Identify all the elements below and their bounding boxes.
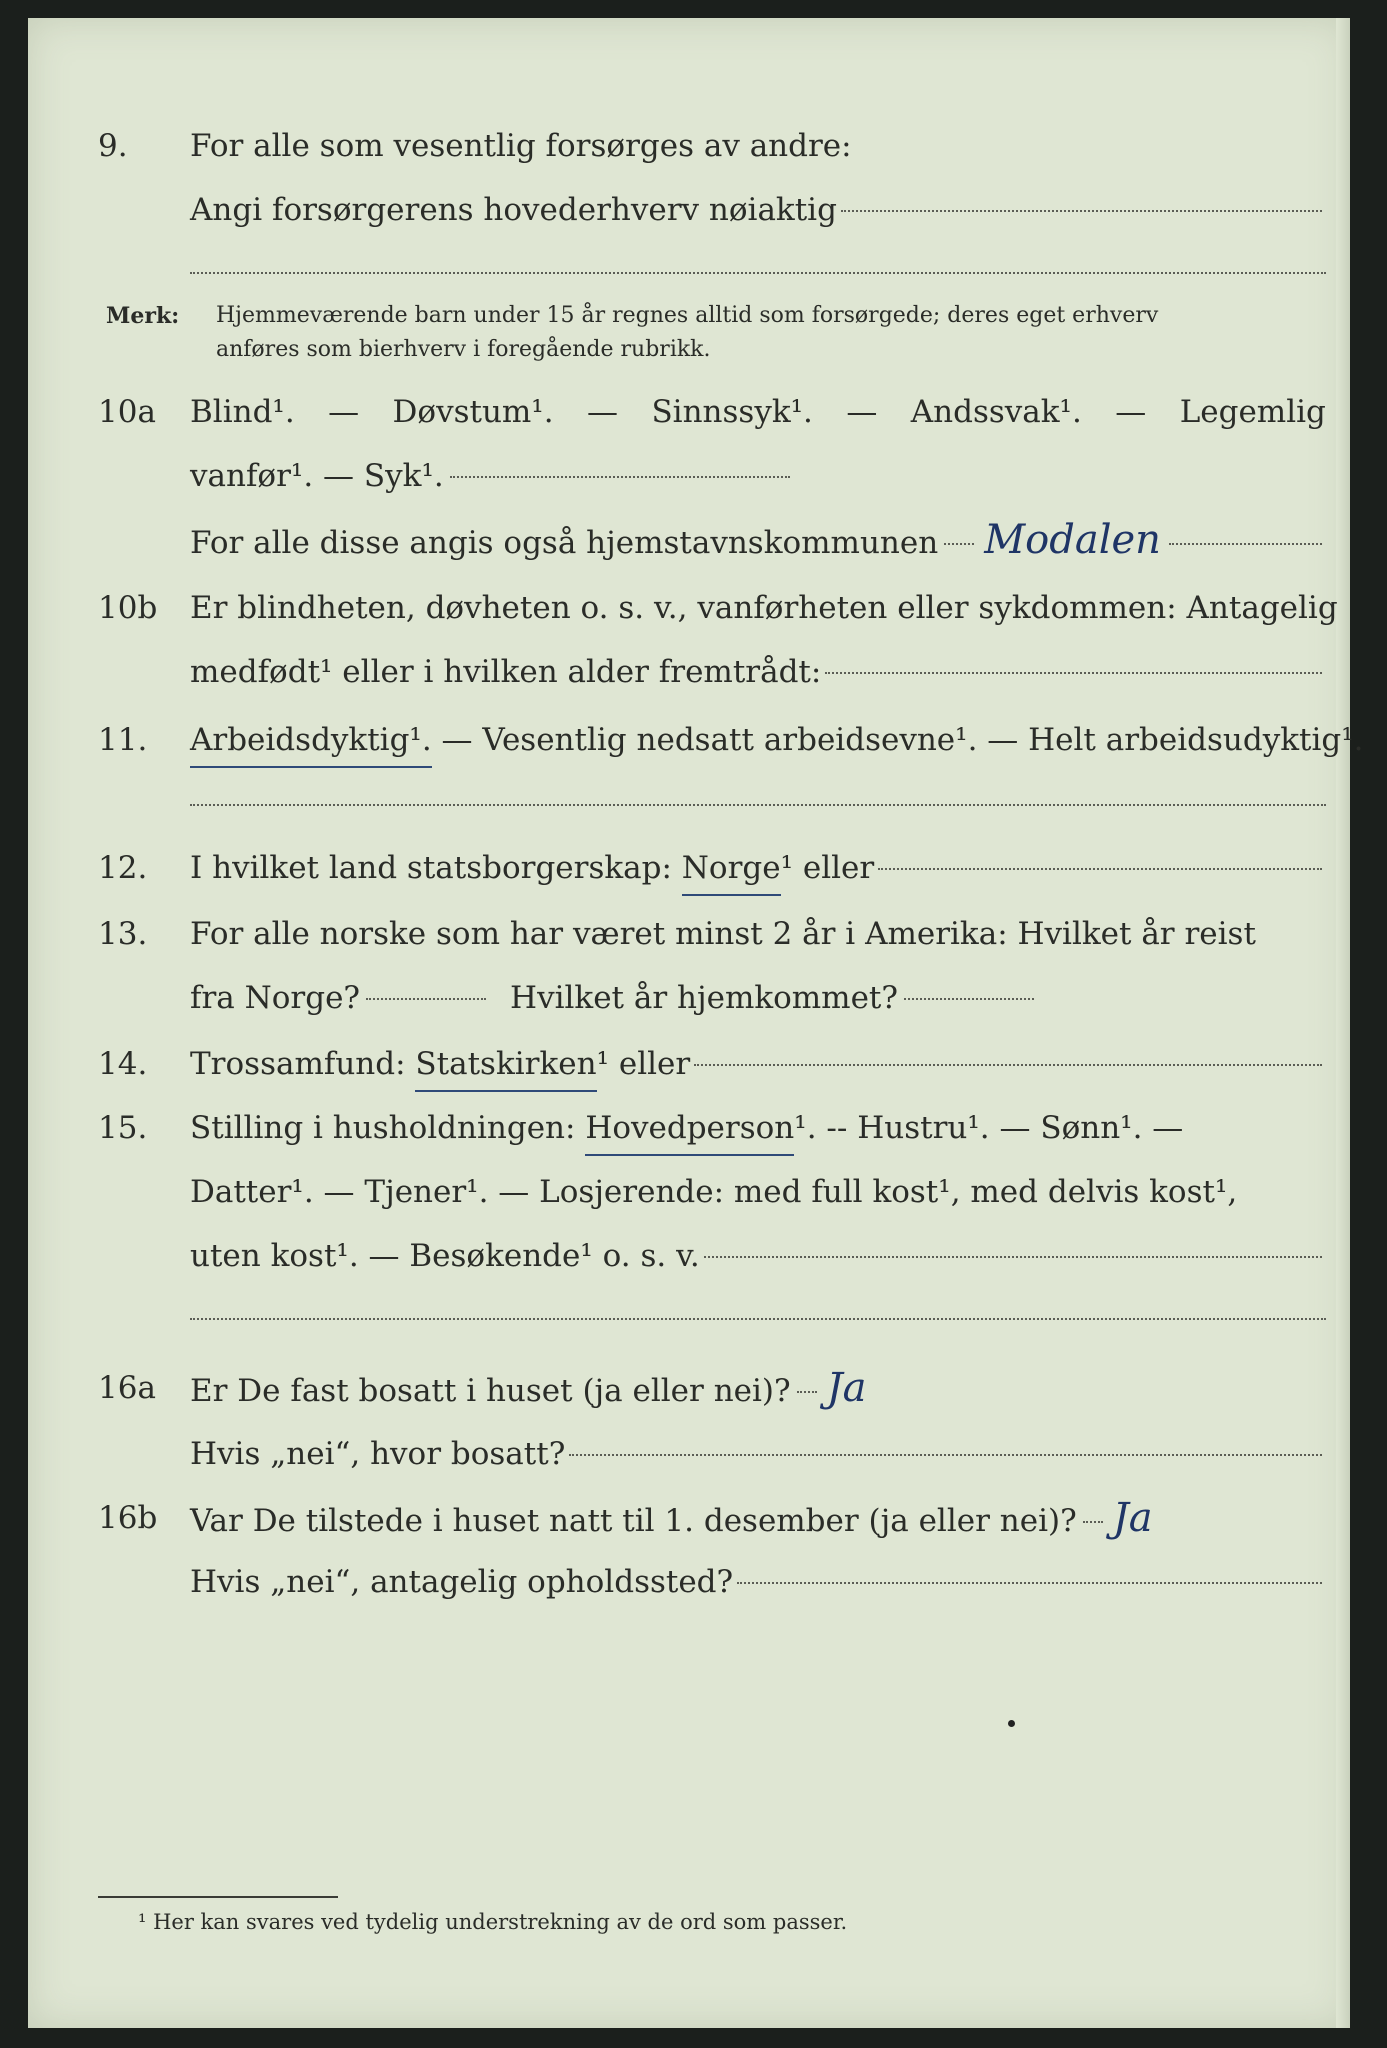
merk-line2: anføres som bierhverv i foregående rubrikk. [216,337,711,362]
q14-number: 14. [98,1046,148,1082]
q10a-line2 [28,452,1350,500]
q10a-opt-sinnssyk[interactable]: Sinnssyk¹. [651,394,813,430]
q10a-line3 [28,516,1350,564]
q9-extra-field[interactable] [190,272,1326,274]
q14-eller: ¹ eller [596,1046,691,1082]
q10a-hjemstavn-field[interactable] [1169,543,1322,545]
q11-other-options[interactable]: — Vesentlig nedsatt arbeidsevne¹. — Helt arbeidsudyktig¹. [431,722,1364,758]
q11-line [28,716,1364,764]
q13-hjemkommet-label: Hvilket år hjemkommet? [510,980,899,1016]
q15-opt-hovedperson[interactable]: Hovedperson [585,1104,794,1156]
q16a-bosatt-field[interactable] [569,1454,1322,1456]
q10a-syk-field[interactable] [450,476,790,478]
q10a-opt-legemlig[interactable]: Legemlig [1179,394,1326,430]
q12-eller: ¹ eller [780,850,875,886]
q10a-opt-blind[interactable]: Blind¹. [190,394,295,430]
q12-line [28,844,1350,892]
q16a-bosatt-label: Hvis „nei“, hvor bosatt? [190,1436,566,1472]
q15-number: 15. [98,1110,148,1146]
q15-extra-field[interactable] [190,1318,1326,1320]
q16b-line2 [28,1558,1350,1606]
q10a-vanfor-syk[interactable]: vanfør¹. — Syk¹. [190,458,444,494]
merk-line1: Hjemmeværende barn under 15 år regnes alltid som forsørgede; deres eget erhverv [216,303,1159,328]
q13-text: For alle norske som har været minst 2 år i Amerika: Hvilket år reist [190,916,1256,952]
q10a-opt-dovstum[interactable]: Døvstum¹. [392,394,554,430]
q10a-options: Blind¹. — Døvstum¹. — Sinnssyk¹. — Andssvak¹. — Legemlig [190,388,1326,436]
q9-provider-field[interactable] [841,210,1322,212]
q16a-answer[interactable]: Ja [826,1365,867,1411]
q10b-line2 [28,648,1350,696]
q10a-opt-andssvak[interactable]: Andssvak¹. [910,394,1082,430]
q9-line2 [28,186,1350,234]
q10a-number: 10a [98,394,156,430]
q16b-text: Var De tilstede i huset natt til 1. desember (ja eller nei)? [190,1503,1077,1539]
q12-text: I hvilket land statsborgerskap: [190,850,682,886]
q16b-number: 16b [98,1500,158,1536]
q9-line1 [28,122,1350,170]
q11-extra-field[interactable] [190,804,1326,806]
q10a-line1 [28,388,1350,436]
q16b-answer[interactable]: Ja [1112,1495,1153,1541]
q16a-line1 [28,1364,1350,1412]
q14-other-field[interactable] [694,1064,1322,1066]
q10b-number: 10b [98,590,158,626]
q11-number: 11. [98,722,148,758]
q13-reist-field[interactable] [366,998,486,1000]
q16b-opholdssted-label: Hvis „nei“, antagelig opholdssted? [190,1564,734,1600]
q10a-hjemstavn-label: For alle disse angis også hjemstavnskommunen [190,525,939,561]
q11-opt-arbeidsdyktig[interactable]: Arbeidsdyktig¹. [190,716,432,768]
footnote: ¹ Her kan svares ved tydelig understrekning av de ord som passer. [138,1910,848,1934]
q14-line [28,1040,1350,1088]
q16a-line2 [28,1430,1350,1478]
q14-opt-statskirken[interactable]: Statskirken [415,1040,596,1092]
q16a-text: Er De fast bosatt i huset (ja eller nei)? [190,1373,791,1409]
q12-number: 12. [98,850,148,886]
q10b-text: Er blindheten, døvheten o. s. v., vanførheten eller sykdommen: Antagelig [190,590,1338,626]
q13-reist-label: fra Norge? [190,980,361,1016]
q10b-alder-field[interactable] [825,672,1322,674]
q15-line3 [28,1232,1350,1280]
q15-options-line2[interactable]: Datter¹. — Tjener¹. — Losjerende: med full kost¹, med delvis kost¹, [190,1174,1238,1210]
q9-provider-label: Angi forsørgerens hovederhverv nøiaktig [190,192,837,228]
q16a-number: 16a [98,1370,156,1406]
q9-text: For alle som vesentlig forsørges av andre: [190,128,852,164]
census-form-page [28,18,1364,2028]
merk-label: Merk: [106,303,180,329]
q15-options-line3[interactable]: uten kost¹. — Besøkende¹ o. s. v. [190,1238,700,1274]
q12-other-country-field[interactable] [878,868,1322,870]
q13-line2 [28,974,1350,1022]
q15-text: Stilling i husholdningen: [190,1110,586,1146]
q14-text: Trossamfund: [190,1046,416,1082]
q10a-hjemstavn-answer[interactable]: Modalen [984,517,1161,563]
q15-other-field[interactable] [704,1256,1322,1258]
q10b-line1 [28,584,1350,632]
footnote-rule [98,1896,338,1898]
q15-line1 [28,1104,1350,1152]
q10b-alder-label: medfødt¹ eller i hvilken alder fremtrådt: [190,654,822,690]
ink-speck [1008,1720,1015,1727]
q15-other-options[interactable]: ¹. -- Hustru¹. — Sønn¹. — [794,1110,1184,1146]
q12-opt-norge[interactable]: Norge [682,844,781,896]
q15-line2 [28,1168,1350,1216]
q9-number: 9. [98,128,128,164]
q13-number: 13. [98,916,148,952]
q13-line1 [28,910,1350,958]
q16b-opholdssted-field[interactable] [737,1582,1322,1584]
q16b-line1 [28,1494,1350,1542]
q13-hjemkommet-field[interactable] [904,998,1034,1000]
